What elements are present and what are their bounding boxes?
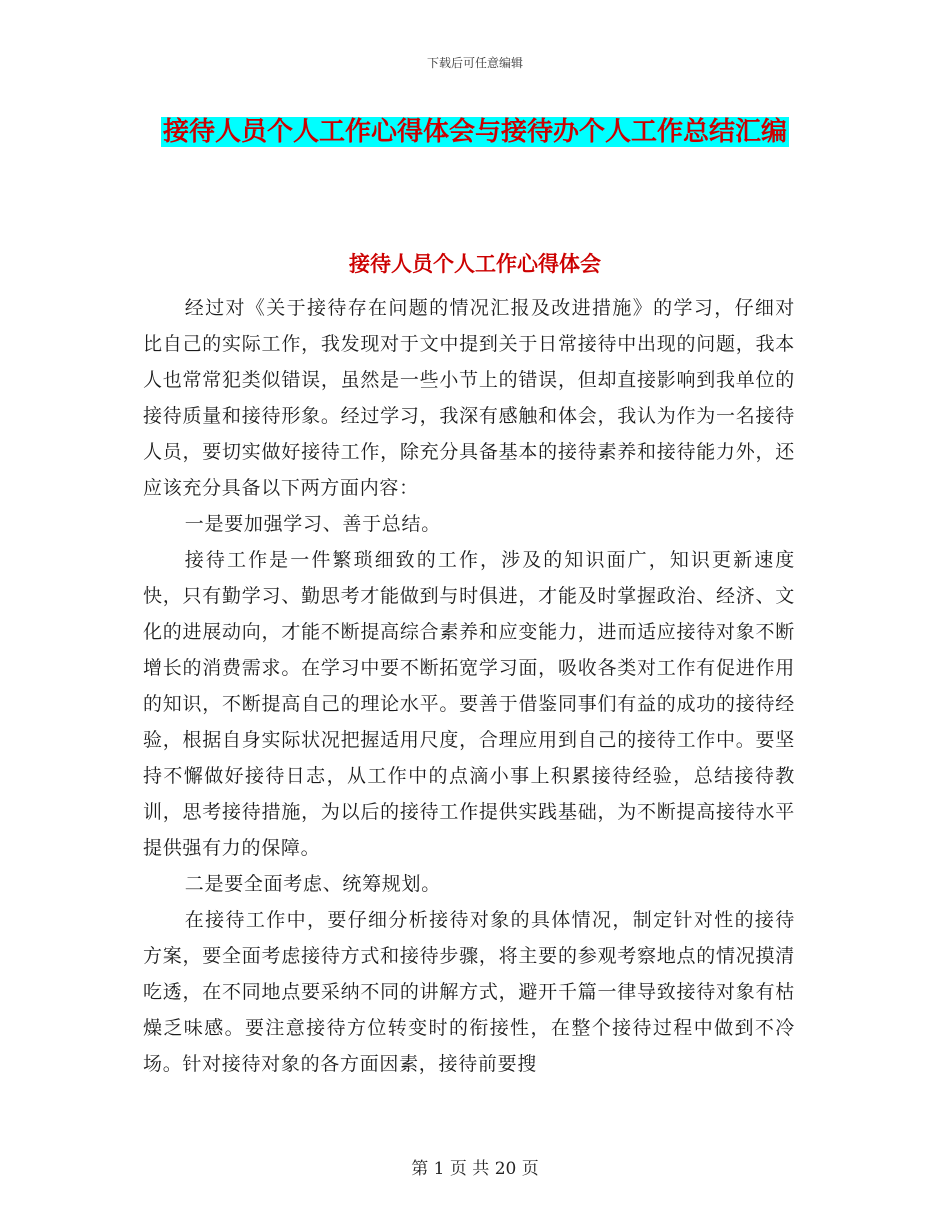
document-title-text: 接待人员个人工作心得体会与接待办个人工作总结汇编 [162,117,787,147]
document-body [143,290,795,1082]
paragraph: 在接待工作中，要仔细分析接待对象的具体情况，制定针对性的接待方案，要全面考虑接待方式和接待步骤，将主要的参观考察地点的情况摸清吃透，在不同地点要采纳不同的讲解方式，避开千篇一律导致接待对象有枯燥乏味感。要注意接待方位转变时的衔接性，在整个接待过程中做到不冷场。针对接待对象的各方面因素，接待前要搜 [143,909,795,1075]
paragraph: 二是要全面考虑、统筹规划。 [184,873,441,895]
page-number-footer: 第 1 页 共 20 页 [411,1159,539,1179]
paragraph: 一是要加强学习、善于总结。 [184,513,441,535]
section-title: 接待人员个人工作心得体会 [349,251,601,276]
paragraph: 经过对《关于接待存在问题的情况汇报及改进措施》的学习，仔细对比自己的实际工作，我发现对于文中提到关于日常接待中出现的问题，我本人也常常犯类似错误，虽然是一些小节上的错误，但却直接影响到我单位的接待质量和接待形象。经过学习，我深有感触和体会，我认为作为一名接待人员，要切实做好接待工作，除充分具备基本的接待素养和接待能力外，还应该充分具备以下两方面内容： [143,297,795,499]
page-header-note: 下载后可任意编辑 [426,56,523,70]
document-title [145,110,805,155]
paragraph: 接待工作是一件繁琐细致的工作，涉及的知识面广，知识更新速度快，只有勤学习、勤思考才能做到与时俱进，才能及时掌握政治、经济、文化的进展动向，才能不断提高综合素养和应变能力，进而适应接待对象不断增长的消费需求。在学习中要不断拓宽学习面，吸收各类对工作有促进作用的知识，不断提高自己的理论水平。要善于借鉴同事们有益的成功的接待经验，根据自身实际状况把握适用尺度，合理应用到自己的接待工作中。要坚持不懈做好接待日志，从工作中的点滴小事上积累接待经验，总结接待教训，思考接待措施，为以后的接待工作提供实践基础，为不断提高接待水平提供强有力的保障。 [143,549,795,859]
